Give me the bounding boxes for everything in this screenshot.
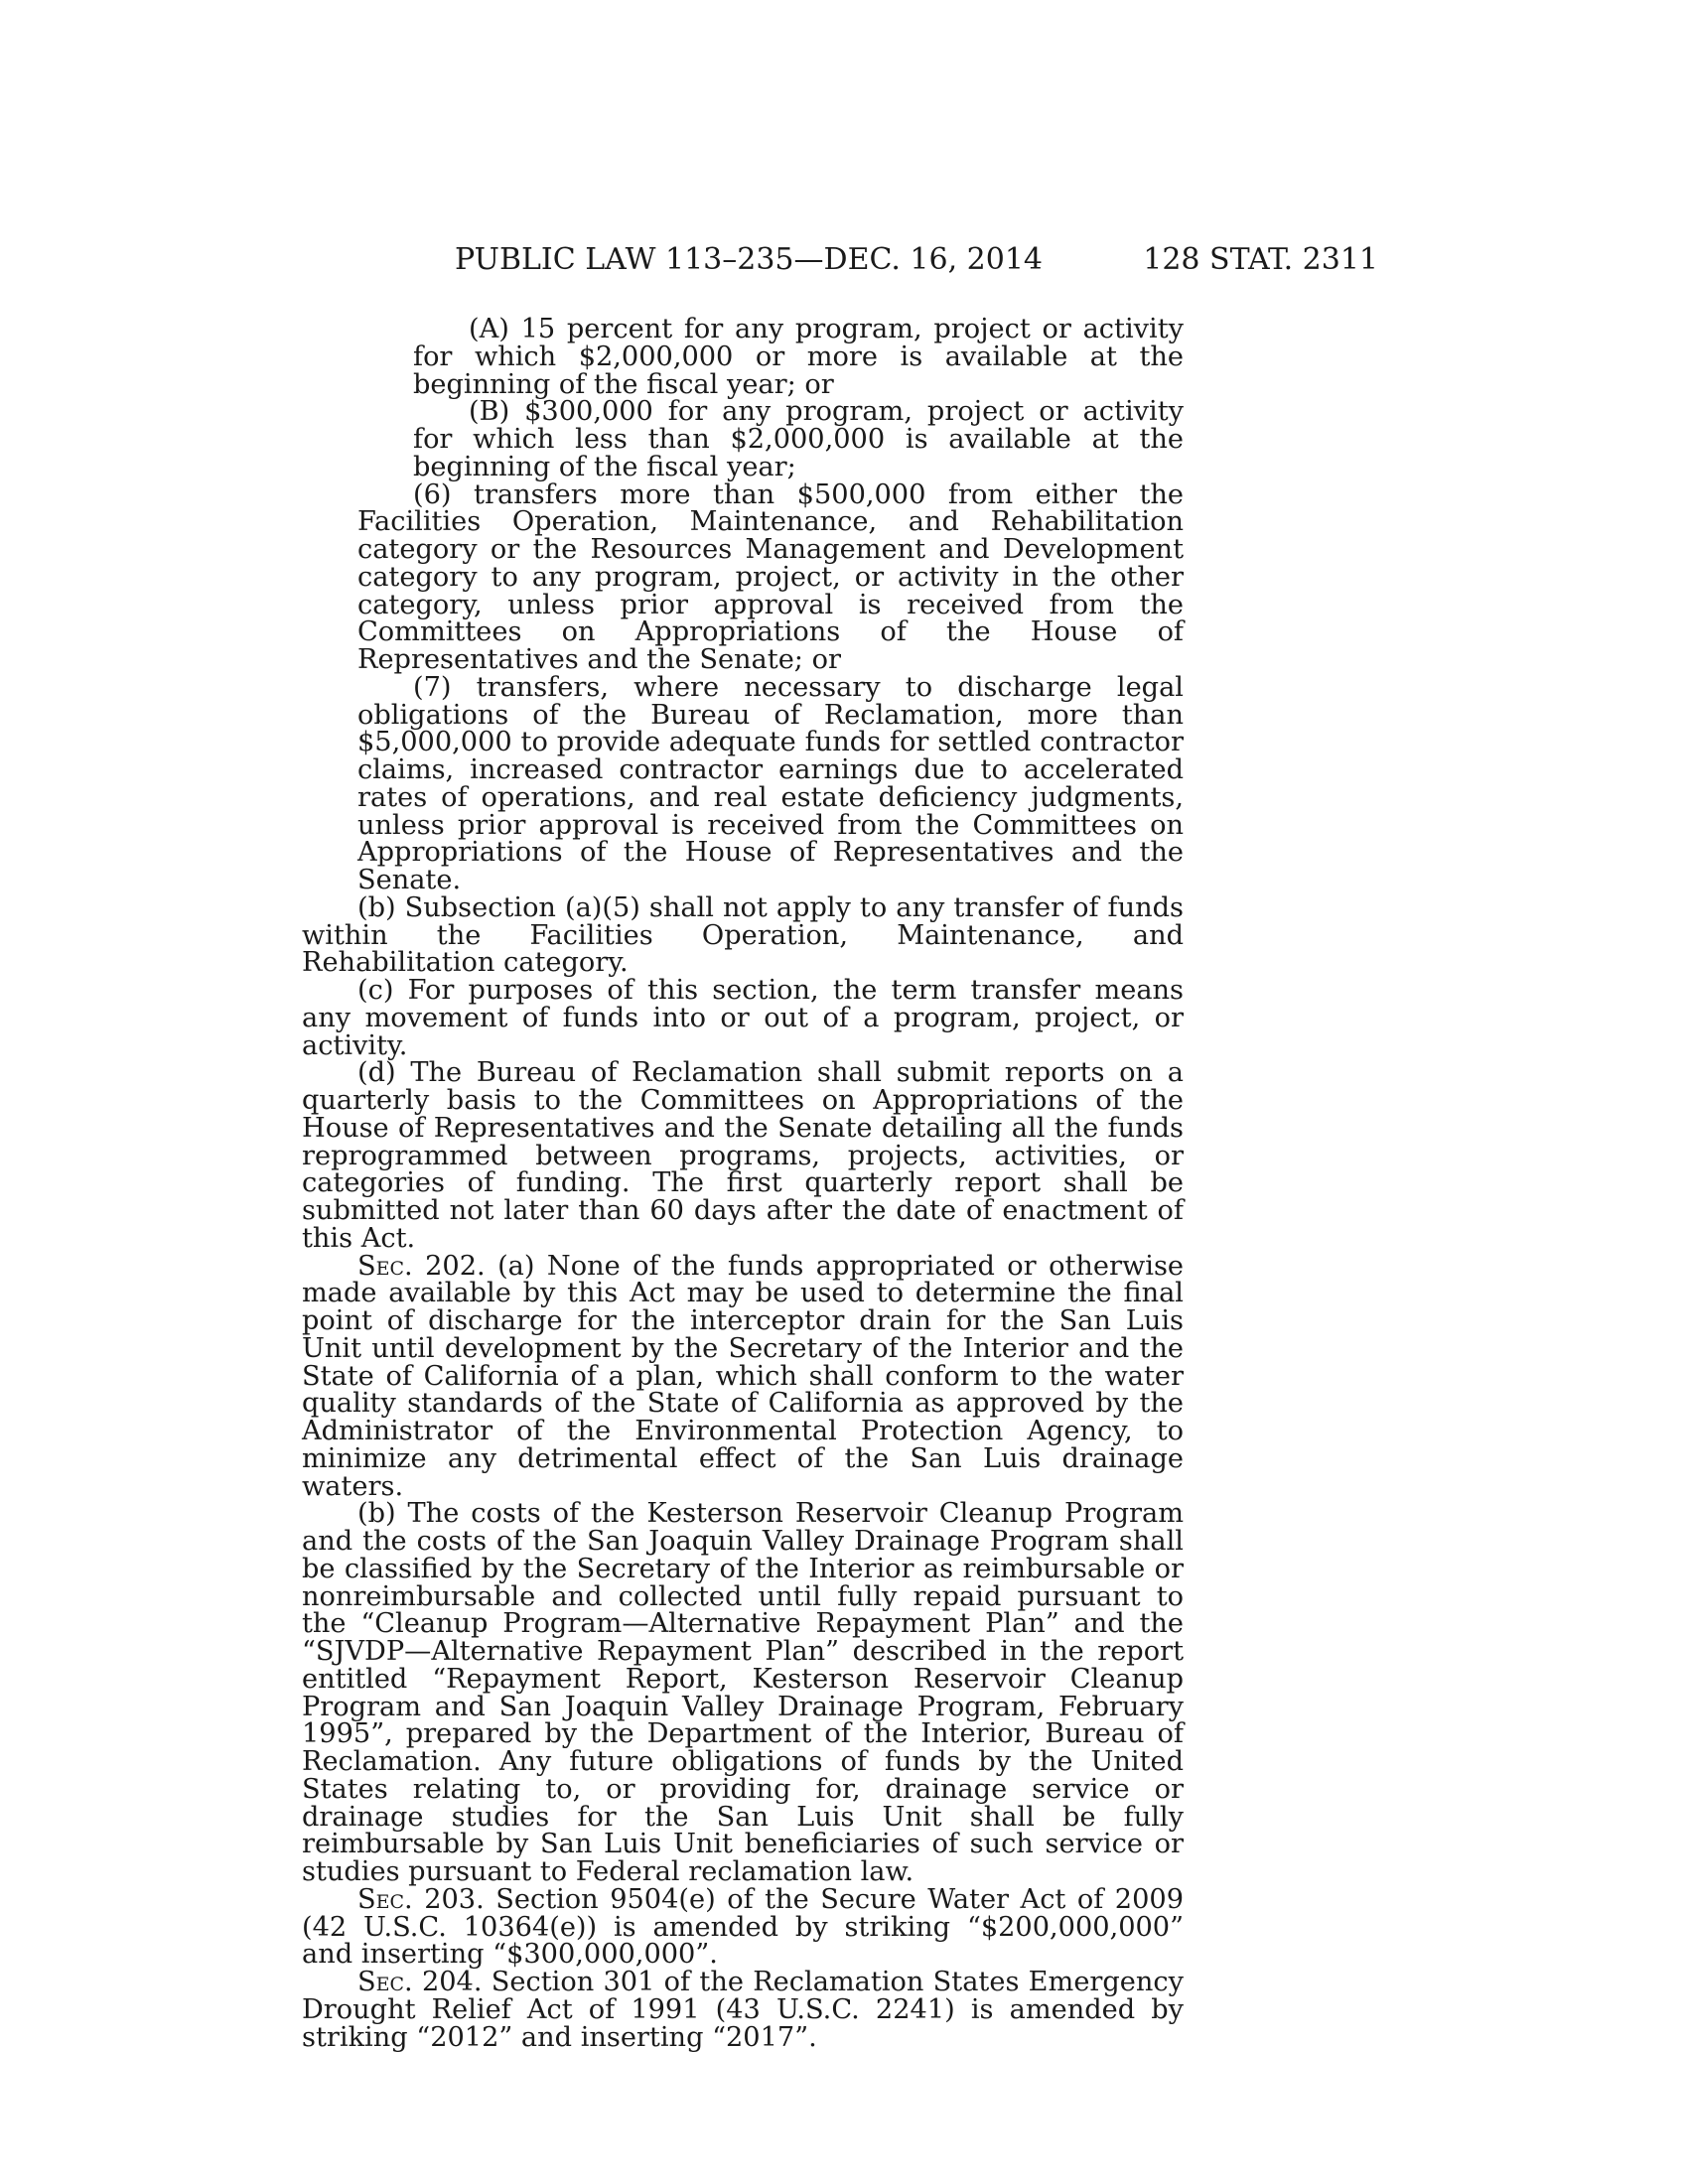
section-204 xyxy=(302,1969,1184,2051)
paragraph-7: (7) transfers, where necessary to discharge legal obligations of the Bureau of Reclamation, more than $5,000,000 to provide adequate funds for settled contractor claims, increased contractor earnings due to accelerated rates of operations, and real estate deficiency judgments, unless prior approval is received from the Committees on Appropriations of the House of Representatives and the Senate. xyxy=(357,671,1184,895)
section-label: Sec. 203. xyxy=(357,1883,485,1915)
document-body xyxy=(302,316,1184,2051)
subsection-d: (d) The Bureau of Reclamation shall submit reports on a quarterly basis to the Committees on Appropriations of the House of Representatives and the Senate detailing all the funds reprogrammed between programs, projects, activities, or categories of funding. The first quarterly report shall be submitted not later than 60 days after the date of enactment of this Act. xyxy=(302,1057,1184,1254)
paragraph-6: (6) transfers more than $500,000 from either the Facilities Operation, Maintenance, and Rehabilitation category or the Resources Management and Development category to any program, project, or activity in the other category, unless prior approval is received from the Committees on Appropriations of the House of Representatives and the Senate; or xyxy=(357,478,1184,675)
clause-b-paragraph: (B) $300,000 for any program, project or activity for which less than $2,000,000 is available at the beginning of the fiscal year; xyxy=(413,396,1184,482)
page-header xyxy=(455,238,1378,282)
section-label: Sec. 204. xyxy=(357,1967,483,1997)
section-text: Section 301 of the Reclamation States Emergency Drought Relief Act of 1991 (43 U.S.C. 2241) is amended by striking “2012” and inserting “2017”. xyxy=(302,1967,1184,2053)
section-label: Sec. 202. xyxy=(357,1250,486,1282)
section-203 xyxy=(302,1883,1184,1971)
section-text: (a) None of the funds appropriated or otherwise made available by this Act may be used to determine the final point of discharge for the interceptor drain for the San Luis Unit until development by the Secretary of the Interior and the State of California of a plan, which shall conform to the water quality standards of the State of California as approved by the Administrator of the Environmental Protection Agency, to minimize any detrimental effect of the San Luis drainage waters. xyxy=(302,1250,1184,1502)
subsection-c: (c) For purposes of this section, the term transfer means any movement of funds into or out of a program, project, or activity. xyxy=(302,975,1184,1061)
section-202-b: (b) The costs of the Kesterson Reservoir Cleanup Program and the costs of the San Joaquin Valley Drainage Program shall be classified by the Secretary of the Interior as reimbursable or nonreimbursable and collected until fully repaid pursuant to the “Cleanup Program—Alternative Repayment Plan” and the “SJVDP—Alternative Repayment Plan” described in the report entitled “Repayment Report, Kesterson Reservoir Cleanup Program and San Joaquin Valley Drainage Program, February 1995”, prepared by the Department of the Interior, Bureau of Reclamation. Any future obligations of funds by the United States relating to, or providing for, drainage service or drainage studies for the San Luis Unit shall be fully reimbursable by San Luis Unit beneficiaries of such service or studies pursuant to Federal reclamation law. xyxy=(302,1498,1184,1887)
running-head-title: PUBLIC LAW 113–235—DEC. 16, 2014 xyxy=(455,242,1044,277)
statute-page-number: 128 STAT. 2311 xyxy=(1143,242,1378,277)
clause-a-paragraph: (A) 15 percent for any program, project or activity for which $2,000,000 or more is available at the beginning of the fiscal year; or xyxy=(413,314,1184,400)
section-202-a xyxy=(302,1250,1184,1502)
section-text: Section 9504(e) of the Secure Water Act of 2009 (42 U.S.C. 10364(e)) is amended by striking “$200,000,000” and inserting “$300,000,000”. xyxy=(302,1883,1184,1971)
subsection-b: (b) Subsection (a)(5) shall not apply to any transfer of funds within the Facilities Operation, Maintenance, and Rehabilitation category. xyxy=(302,891,1184,979)
